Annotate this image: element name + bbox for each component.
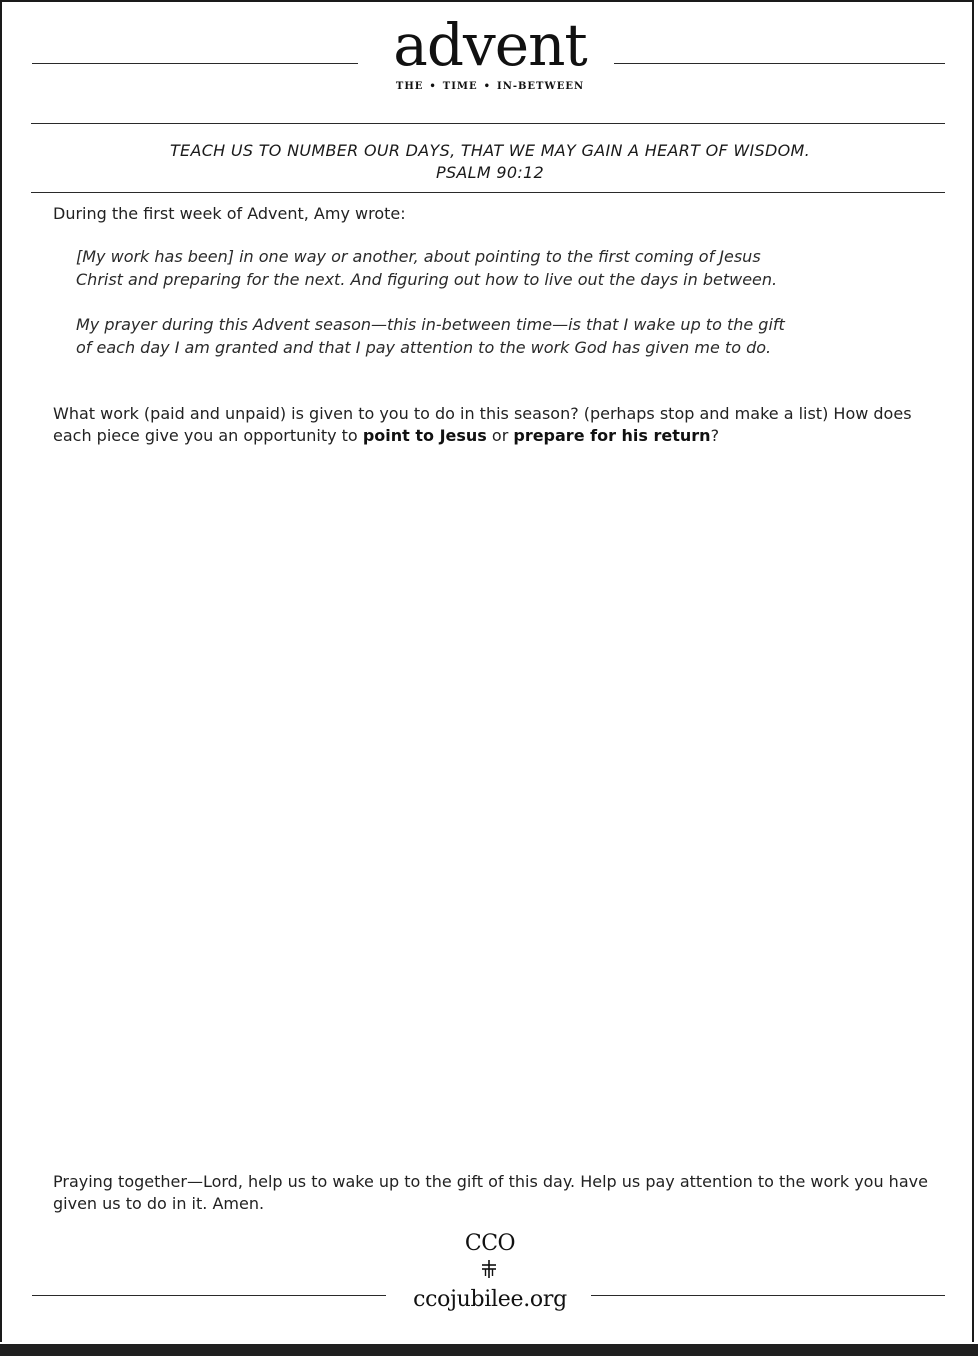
quote-line: My prayer during this Advent season—this in-between time—is that I wake up to the gift [76,315,785,334]
cco-logo: CCO [464,1231,516,1256]
closing-prayer: Praying together—Lord, help us to wake up to the gift of this day. Help us pay attention to the work you have given us to do in it. Amen. [53,1172,928,1213]
verse-rule-bottom [31,192,945,193]
footer-rule-right [591,1295,945,1296]
viewer-bottom-bar [0,1344,978,1356]
reflection-question [53,403,943,446]
verse-text: TEACH US TO NUMBER OUR DAYS, THAT WE MAY GAIN A HEART OF WISDOM. [169,141,811,160]
quote-line: [My work has been] in one way or another, about pointing to the first coming of Jesus [76,247,761,266]
advent-logo-subtitle [362,81,618,92]
quote-line: of each day I am granted and that I pay attention to the work God has given me to do. [76,337,772,357]
question-emphasis: point to Jesus [362,425,487,445]
website-link[interactable]: ccojubilee.org [413,1287,567,1312]
logo-sub-dot: • [429,81,437,92]
question-text: ? [710,425,720,445]
question-text: What work (paid and unpaid) is given to you to do in this season? (perhaps stop and make a list) How does each piece give you an opportunity to [53,404,912,445]
logo-sub-word: THE [395,81,424,92]
intro-text: During the first week of Advent, Amy wrote: [53,204,406,223]
logo-sub-word: TIME [442,81,478,92]
quote-paragraph-1 [76,246,866,291]
advent-logo: advent [393,11,587,79]
verse-reference: PSALM 90:12 [436,163,544,182]
verse-rule-top [31,123,945,124]
logo-sub-dot: • [483,81,492,92]
quote-line: Christ and preparing for the next. And figuring out how to live out the days in between. [76,269,778,289]
quote-paragraph-2 [76,314,866,359]
question-text: or [486,425,514,445]
cross-icon [480,1259,498,1279]
header-rule-left [32,63,358,64]
header-rule-right [614,63,945,64]
question-emphasis: prepare for his return [513,425,711,445]
scripture-verse [32,140,948,184]
footer-rule-left [32,1295,386,1296]
logo-sub-word: IN-BETWEEN [497,81,585,92]
